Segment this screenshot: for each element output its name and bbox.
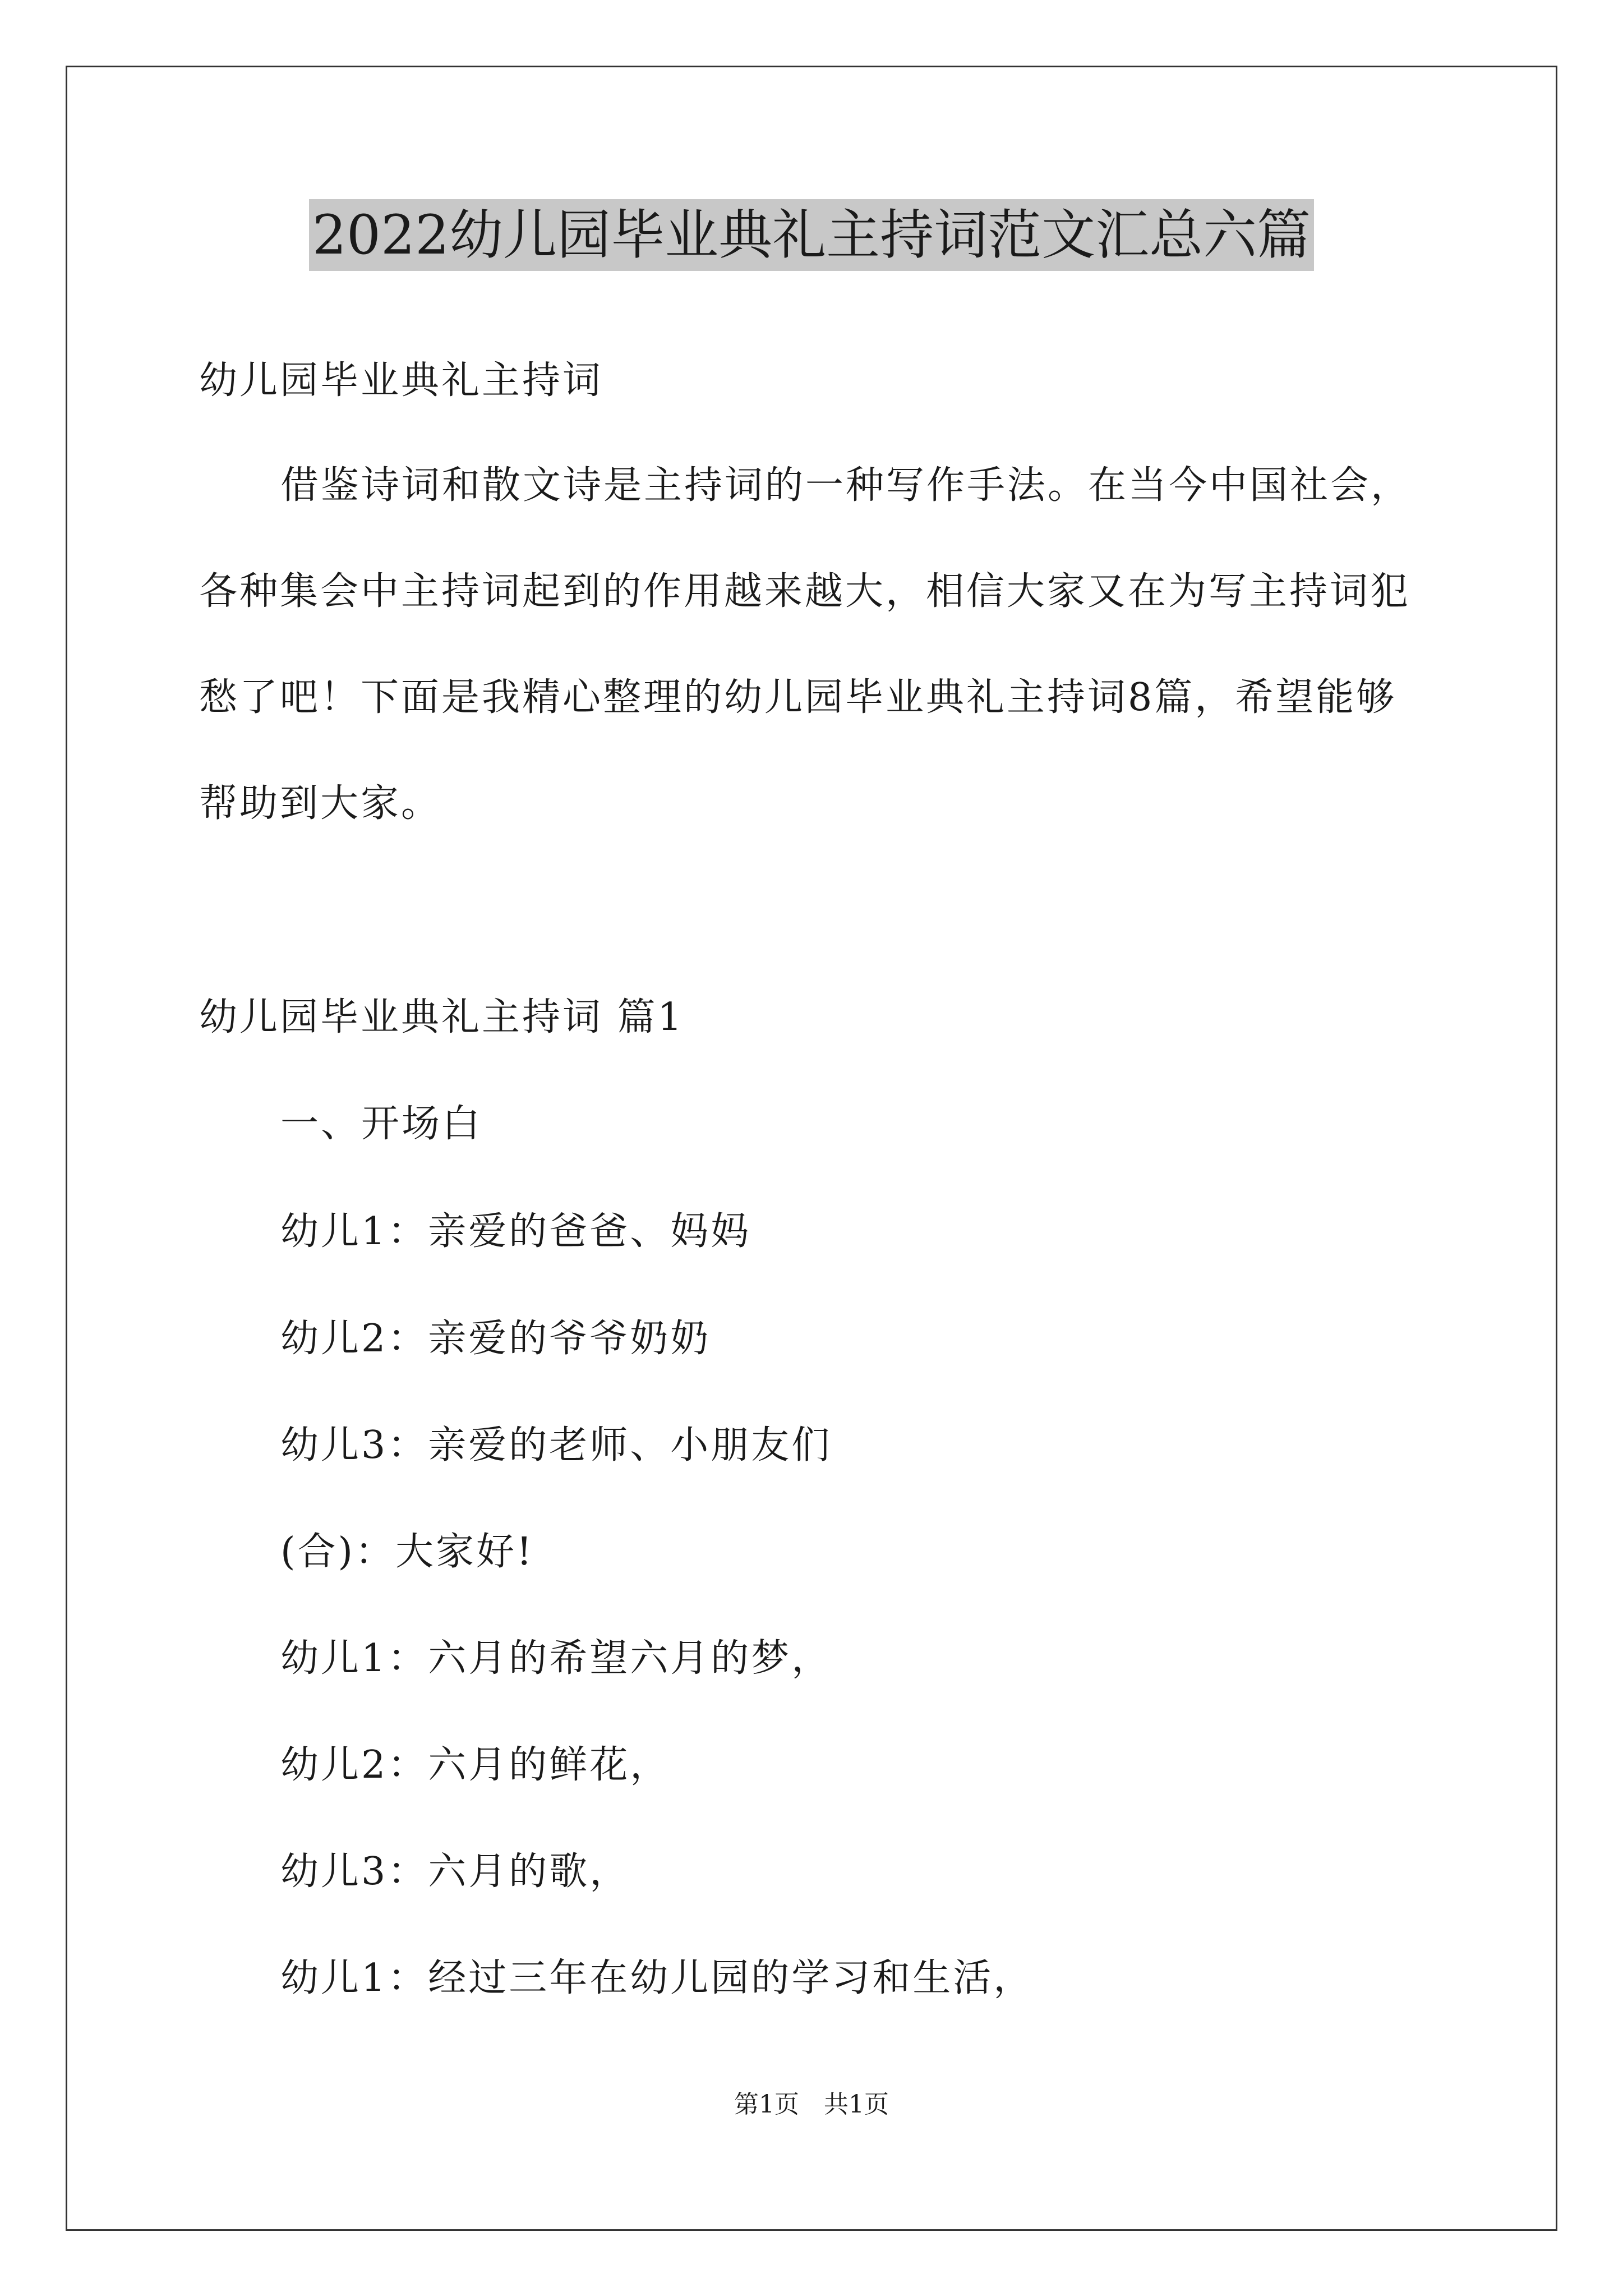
page-footer bbox=[0, 2090, 1623, 2120]
page-total: 共1页 bbox=[824, 2090, 889, 2119]
script-line: 幼儿2：亲爱的爷爷奶奶 bbox=[280, 1317, 711, 1361]
script-line: 幼儿1：亲爱的爸爸、妈妈 bbox=[280, 1209, 751, 1254]
script-line: 幼儿1：经过三年在幼儿园的学习和生活， bbox=[280, 1956, 1034, 2000]
document-title-text: 2022幼儿园毕业典礼主持词范文汇总六篇 bbox=[309, 199, 1314, 271]
script-line: 幼儿3：亲爱的老师、小朋友们 bbox=[280, 1423, 832, 1467]
chapter-heading: 幼儿园毕业典礼主持词 篇1 bbox=[199, 995, 684, 1039]
script-line: 幼儿1：六月的希望六月的梦， bbox=[280, 1636, 832, 1681]
section-heading: 幼儿园毕业典礼主持词 bbox=[199, 358, 603, 403]
subsection-heading: 一、开场白 bbox=[280, 1102, 483, 1146]
script-line: 幼儿3：六月的歌， bbox=[280, 1849, 630, 1894]
document-title bbox=[0, 199, 1623, 271]
intro-paragraph-line: 借鉴诗词和散文诗是主持词的一种写作手法。在当今中国社会， bbox=[280, 463, 1412, 508]
page-number: 第1页 bbox=[734, 2090, 799, 2119]
intro-paragraph-line: 帮助到大家。 bbox=[199, 781, 442, 826]
script-line: (合)：大家好! bbox=[280, 1530, 534, 1574]
intro-paragraph-line: 各种集会中主持词起到的作用越来越大，相信大家又在为写主持词犯 bbox=[199, 569, 1411, 614]
script-line: 幼儿2：六月的鲜花， bbox=[280, 1743, 671, 1787]
intro-paragraph-line: 愁了吧！下面是我精心整理的幼儿园毕业典礼主持词8篇，希望能够 bbox=[199, 675, 1397, 720]
